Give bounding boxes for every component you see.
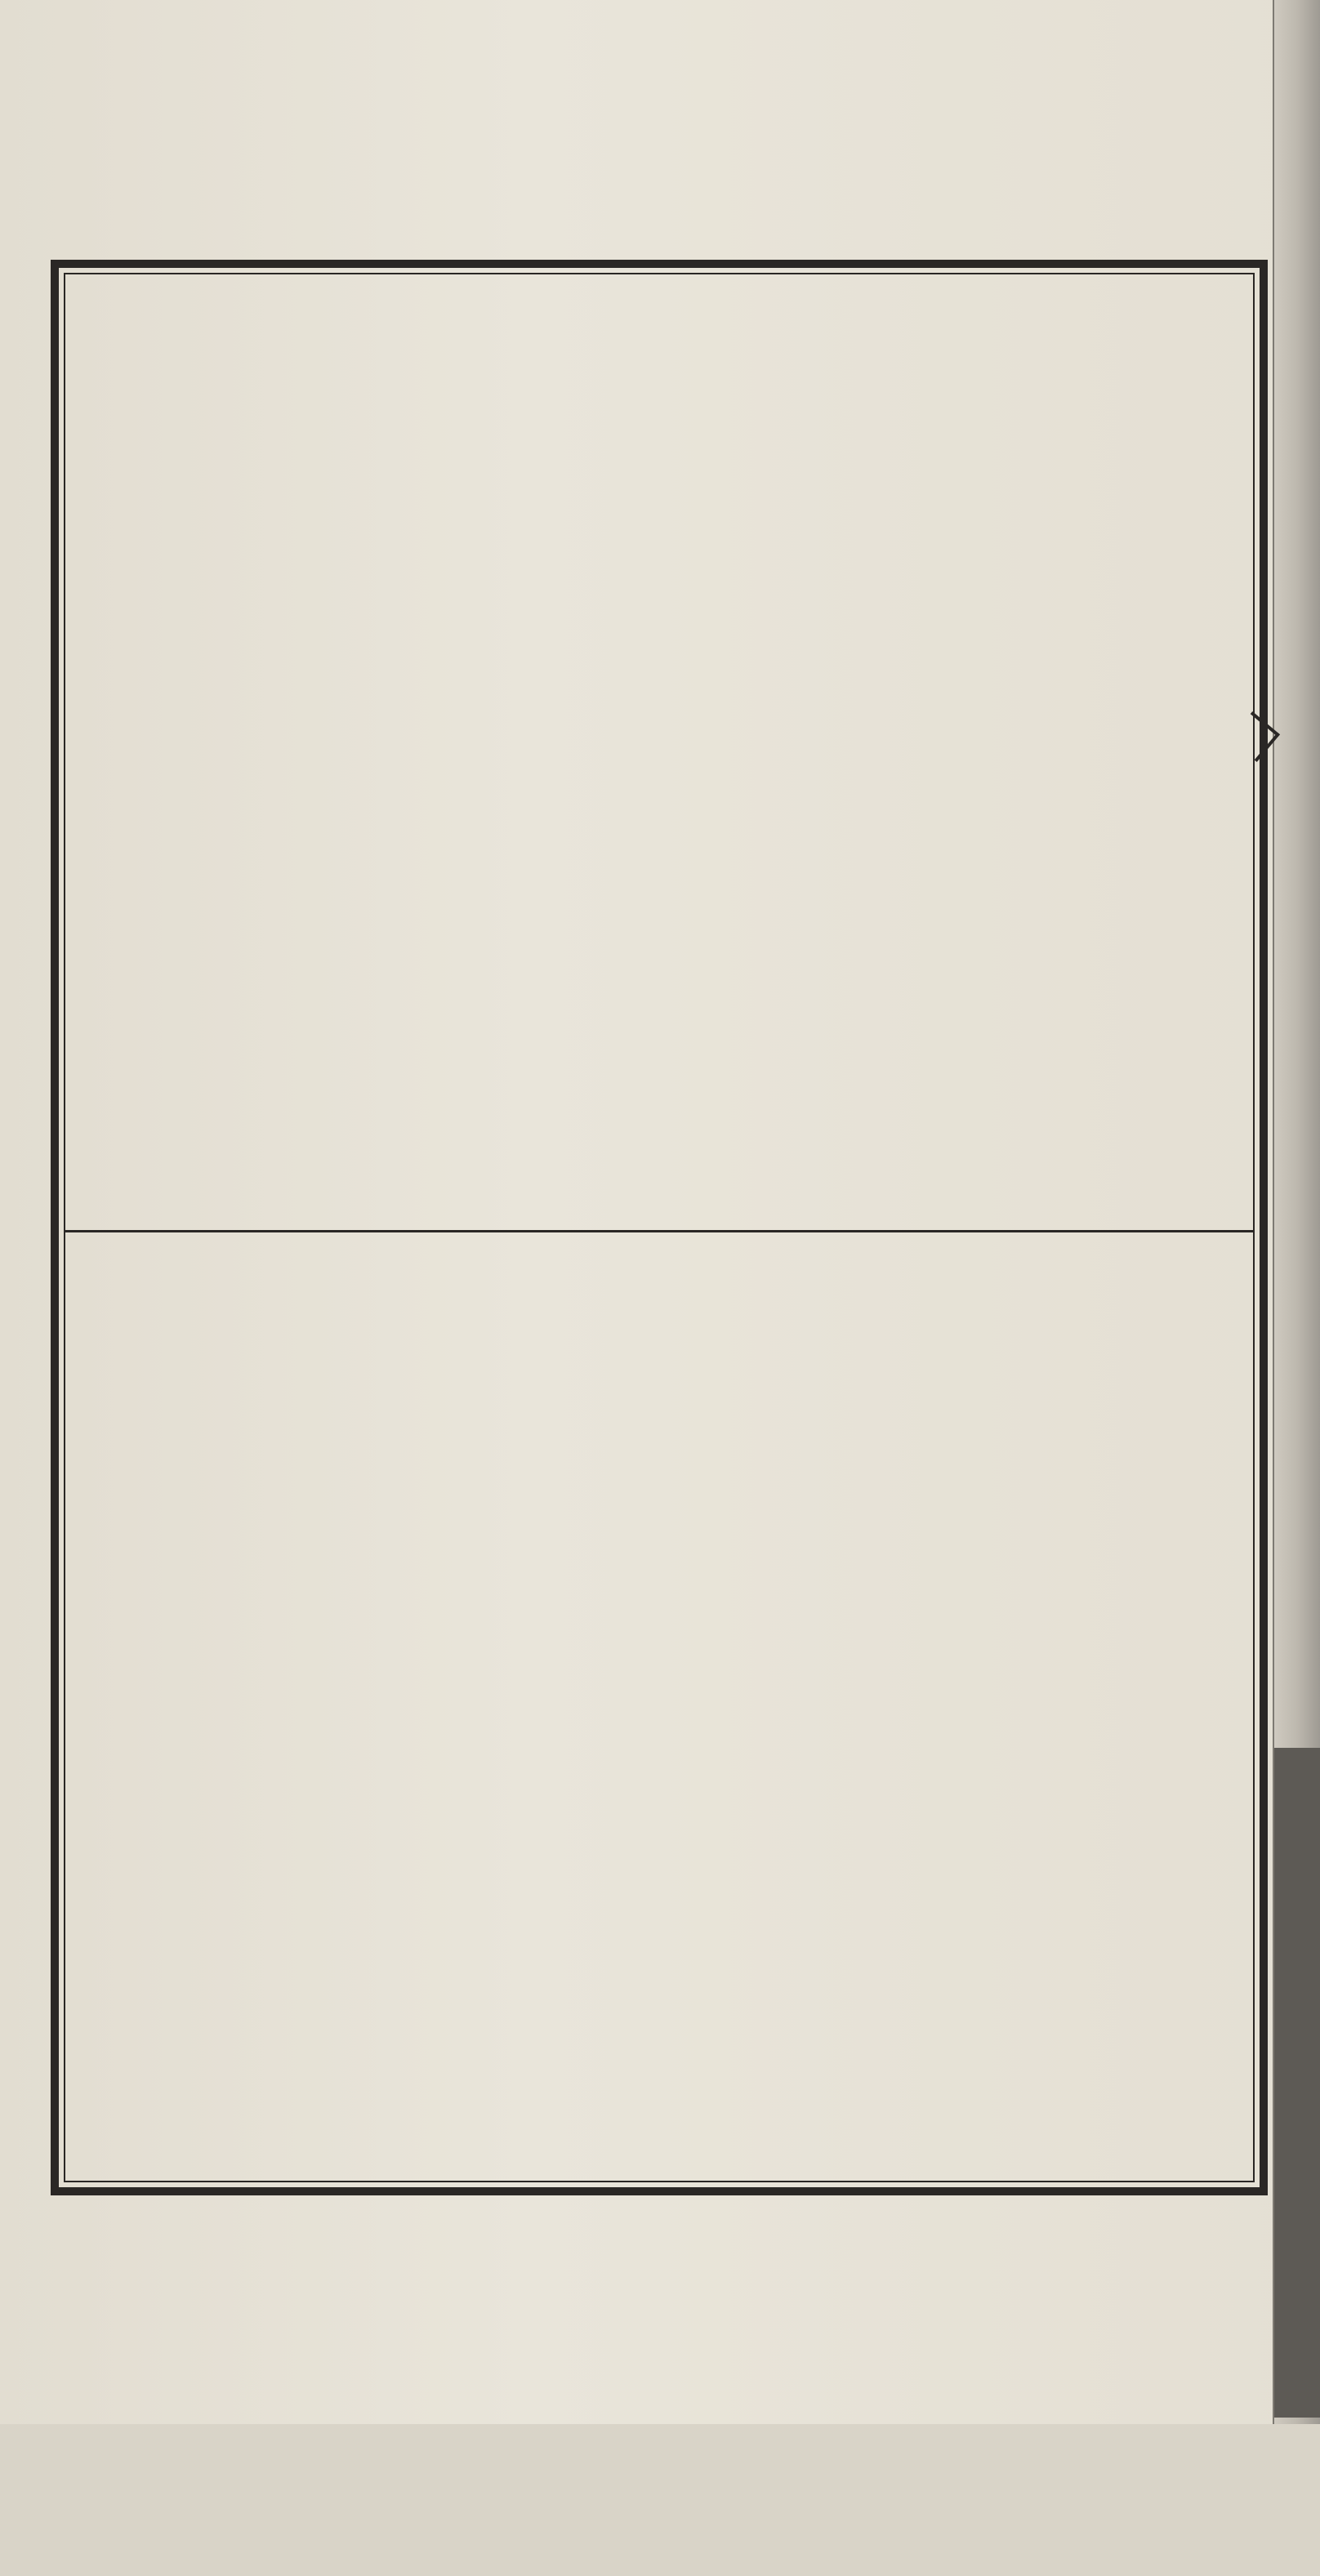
section-divider xyxy=(64,1230,1255,1232)
book-spine xyxy=(1273,0,1320,2424)
spine-tab xyxy=(1274,1748,1320,2418)
inner-frame xyxy=(64,273,1255,2182)
